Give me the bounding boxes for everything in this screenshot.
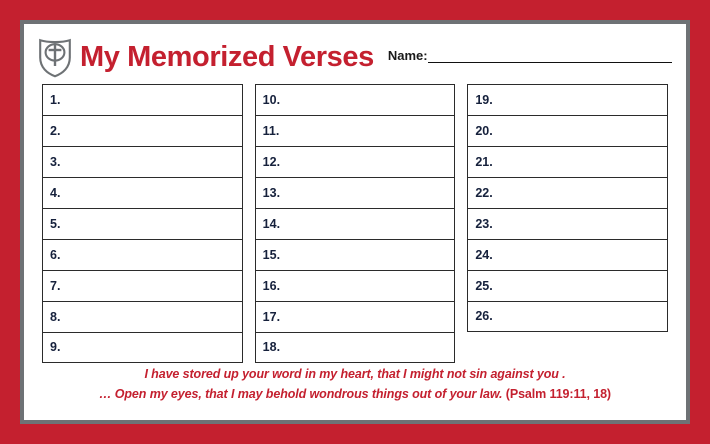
verse-row[interactable] [467,208,668,239]
verse-row[interactable] [255,177,456,208]
verse-row[interactable] [255,332,456,363]
verse-row[interactable] [255,146,456,177]
verse-number: 17. [262,309,281,324]
verse-columns [42,84,668,369]
verse-number: 15. [262,247,281,262]
verse-column-3 [467,84,668,369]
verse-number: 8. [50,309,61,324]
verse-number: 24. [475,247,493,262]
verse-row[interactable] [42,270,243,301]
sheet-frame [20,20,690,424]
name-label: Name: [387,47,428,63]
verse-number: 20. [475,123,493,138]
verse-number: 3. [50,154,61,169]
scripture-line-1: I have stored up your word in my heart, that I might not sin against you . [144,367,566,382]
verse-row[interactable] [42,332,243,363]
scripture-line-2-group [38,385,672,404]
verse-number: 4. [50,185,61,200]
verse-row[interactable] [467,84,668,115]
verse-row[interactable] [255,115,456,146]
verse-number: 21. [475,154,493,169]
verse-row[interactable] [467,115,668,146]
verse-number: 26. [475,309,493,324]
header [38,32,672,82]
shield-cross-icon [38,36,72,78]
sheet-body [24,24,686,420]
verse-number: 22. [475,185,493,200]
verse-column-1 [42,84,243,369]
verse-row[interactable] [467,270,668,301]
verse-row[interactable] [467,239,668,270]
verse-row[interactable] [42,146,243,177]
verse-row[interactable] [255,208,456,239]
verse-row[interactable] [42,208,243,239]
verse-number: 10. [262,92,281,107]
verse-number: 23. [475,216,493,231]
verse-row[interactable] [42,301,243,332]
scripture-line-2: … Open my eyes, that I may behold wondrous things out of your law. [99,386,503,401]
verse-number: 12. [262,154,281,169]
verse-number: 2. [50,123,61,138]
verse-row[interactable] [255,270,456,301]
verse-row[interactable] [255,84,456,115]
verse-column-2 [255,84,456,369]
verse-row[interactable] [42,115,243,146]
name-field-group[interactable] [388,49,672,65]
verse-number: 9. [50,340,61,355]
verse-row[interactable] [467,301,668,332]
verse-number: 14. [262,216,281,231]
page-title: My Memorized Verses [80,40,374,73]
verse-number: 5. [50,216,61,231]
verse-row[interactable] [467,146,668,177]
verse-number: 1. [50,92,61,107]
verse-number: 13. [262,185,281,200]
verse-row[interactable] [255,239,456,270]
verse-number: 18. [262,340,281,355]
verse-number: 11. [262,123,280,138]
verse-row[interactable] [42,177,243,208]
verse-row[interactable] [42,239,243,270]
verse-number: 7. [50,278,61,293]
scripture-reference: (Psalm 119:11, 18) [502,386,611,401]
verse-row[interactable] [255,301,456,332]
name-input-line[interactable] [428,50,672,63]
verse-row[interactable] [467,177,668,208]
verse-number: 16. [262,278,281,293]
verse-number: 6. [50,247,61,262]
verse-number: 19. [475,92,493,107]
footer-scripture [38,365,672,404]
verse-row[interactable] [42,84,243,115]
verse-number: 25. [475,278,493,293]
